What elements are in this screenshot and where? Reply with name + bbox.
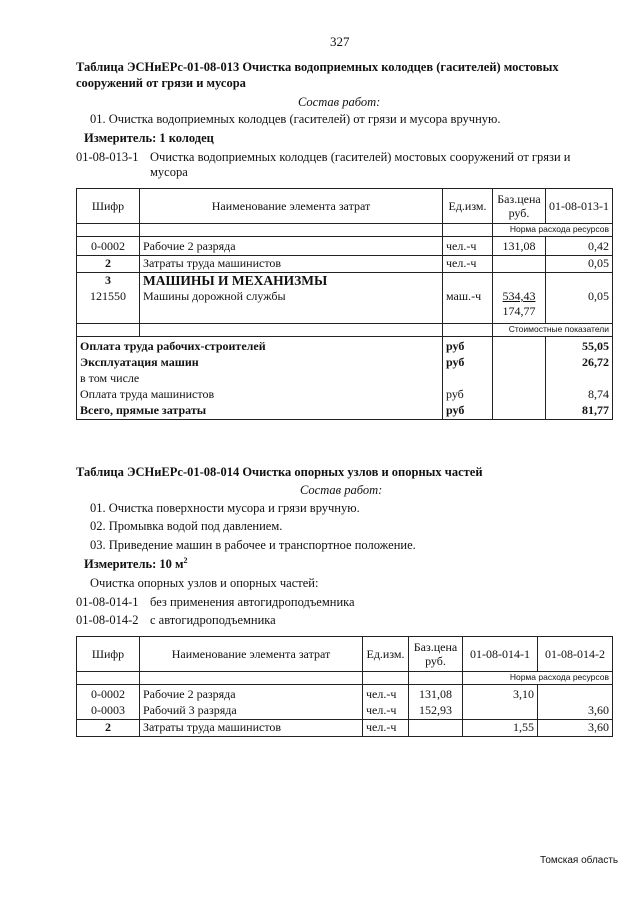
- table-row: 2 Затраты труда машинистов чел.-ч 1,55 3,60: [77, 720, 613, 737]
- table-row: 3 МАШИНЫ И МЕХАНИЗМЫ: [77, 273, 613, 290]
- table2-norm-label: Норма расхода ресурсов: [463, 672, 613, 685]
- table1-head-col: 01-08-013-1: [546, 189, 613, 224]
- table1-works-heading: Состав работ:: [298, 95, 381, 109]
- table1-header-row: [77, 189, 613, 224]
- table1-code-desc-line2: мусора: [150, 165, 188, 179]
- table2-group: Очистка опорных узлов и опорных частей:: [90, 576, 319, 590]
- table-row: Оплата труда машинистов руб 8,74: [77, 387, 613, 403]
- table2-head-code: Шифр: [77, 637, 140, 672]
- table1-norm-label: Норма расхода ресурсов: [493, 224, 613, 237]
- table1-code-desc-line1: Очистка водоприемных колодцев (гасителей) мостовых сооружений от грязи и: [150, 150, 571, 164]
- page-number: 327: [330, 34, 350, 49]
- table1-code-id: 01-08-013-1: [76, 150, 139, 164]
- table2-code2-desc: с автогидроподъемника: [150, 613, 276, 627]
- table-row: Оплата труда рабочих-строителей руб 55,05: [77, 337, 613, 356]
- table1-head-name: Наименование элемента затрат: [140, 189, 443, 224]
- table2-header-row: [77, 637, 613, 672]
- table2-code1-desc: без применения автогидроподъемника: [150, 595, 355, 609]
- table1-norm-row: [77, 224, 613, 237]
- table1: [76, 188, 613, 420]
- footer-region: Томская область: [540, 855, 619, 866]
- table2-work-3: 03. Приведение машин в рабочее и транспортное положение.: [90, 538, 416, 552]
- table2-title: Таблица ЭСНиЕРс-01-08-014 Очистка опорных узлов и опорных частей: [76, 465, 483, 479]
- table2-norm-row: [77, 672, 613, 685]
- table-row: 0-0002 Рабочие 2 разряда чел.-ч 131,08 0,42: [77, 237, 613, 256]
- table1-head-price: Баз.цена руб.: [493, 189, 546, 224]
- table2-code1-id: 01-08-014-1: [76, 595, 139, 609]
- table2-work-2: 02. Промывка водой под давлением.: [90, 519, 283, 533]
- table2-works-heading: Состав работ:: [300, 483, 383, 497]
- table1-cost-row: [77, 324, 613, 337]
- table-row: в том числе: [77, 371, 613, 387]
- table1-machine-price: 534,43 174,77: [493, 289, 546, 324]
- table1-measure: Измеритель: 1 колодец: [84, 131, 214, 145]
- table-row: 121550 Машины дорожной службы маш.-ч 534,43 174,77 0,05: [77, 289, 613, 324]
- table2-code2-id: 01-08-014-2: [76, 613, 139, 627]
- table1-cost-label: Стоимостные показатели: [493, 324, 613, 337]
- table1-head-code: Шифр: [77, 189, 140, 224]
- table-row: 0-0003 Рабочий 3 разряда чел.-ч 152,93 3,60: [77, 703, 613, 720]
- table2-head-name: Наименование элемента затрат: [140, 637, 363, 672]
- table-row: 0-0002 Рабочие 2 разряда чел.-ч 131,08 3,10: [77, 685, 613, 704]
- table2-head-col2: 01-08-014-2: [538, 637, 613, 672]
- table-row: 2 Затраты труда машинистов чел.-ч 0,05: [77, 256, 613, 273]
- table-row: Эксплуатация машин руб 26,72: [77, 355, 613, 371]
- table-row: Всего, прямые затраты руб 81,77: [77, 403, 613, 420]
- table2-measure: Измеритель: 10 $м^2$: [84, 556, 188, 572]
- table2-work-1: 01. Очистка поверхности мусора и грязи вручную.: [90, 501, 360, 515]
- table1-title-line2: сооружений от грязи и мусора: [76, 76, 246, 90]
- table2: [76, 636, 613, 737]
- table2-head-price: Баз.цена руб.: [409, 637, 463, 672]
- table2-head-col1: 01-08-014-1: [463, 637, 538, 672]
- table2-head-unit: Ед.изм.: [363, 637, 409, 672]
- table1-title-line1: Таблица ЭСНиЕРс-01-08-013 Очистка водоприемных колодцев (гасителей) мостовых: [76, 60, 559, 74]
- table1-work-1: 01. Очистка водоприемных колодцев (гасителей) от грязи и мусора вручную.: [90, 112, 501, 126]
- table1-head-unit: Ед.изм.: [443, 189, 493, 224]
